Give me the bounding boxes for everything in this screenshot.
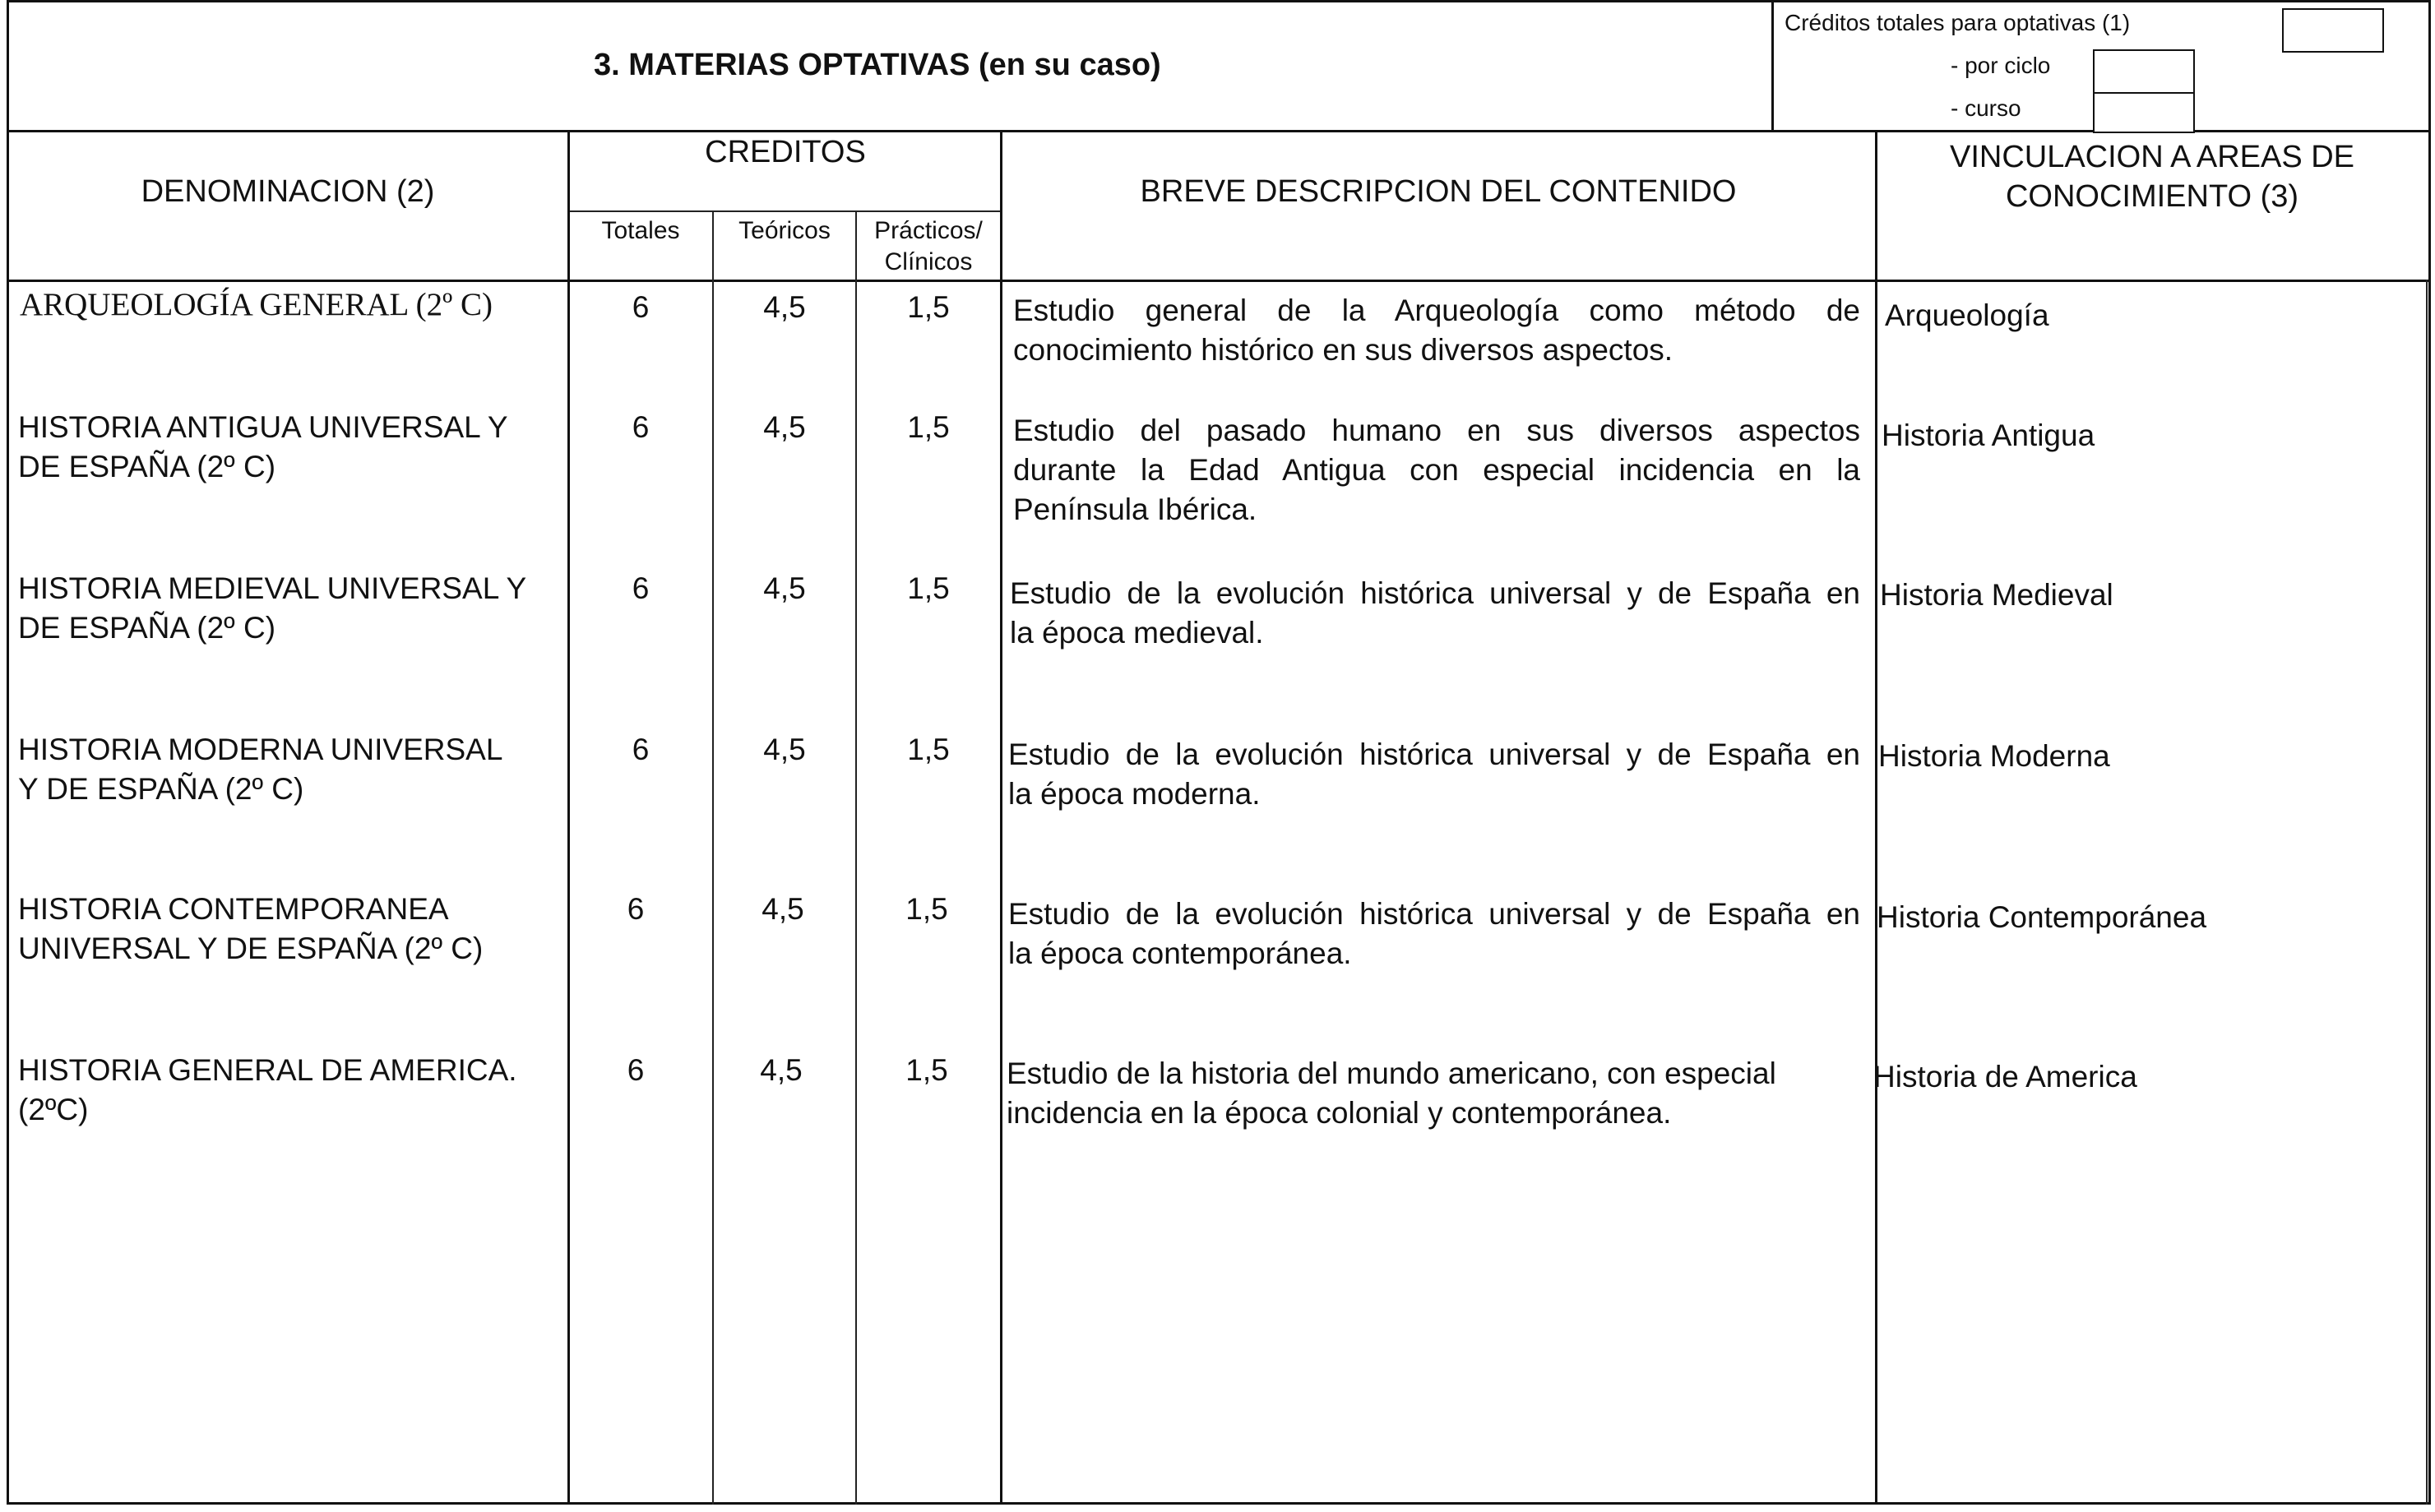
row-desc-line2: la época medieval. [1010, 616, 1264, 650]
row-area: Arqueología [1885, 298, 2049, 332]
row-name: ARQUEOLOGÍA GENERAL (2º C) [20, 287, 493, 322]
per-course-box[interactable] [2093, 92, 2195, 133]
credits-sub-divider [569, 210, 1002, 212]
per-cycle-label: - por ciclo [1951, 53, 2051, 78]
row-desc-line1: Estudio de la historia del mundo americano, con especial [1007, 1057, 1776, 1090]
row-teoricos: 4,5 [763, 290, 806, 324]
credits-panel-divider [1771, 0, 1774, 132]
row-desc-line2: conocimiento histórico en sus diversos aspectos. [1013, 333, 1673, 367]
row-practicos: 1,5 [905, 1053, 948, 1087]
row-area: Historia Contemporánea [1877, 900, 2207, 934]
col-header-vinculacion-1: VINCULACION A AREAS DE [1949, 140, 2355, 174]
row-area: Historia Moderna [1878, 739, 2110, 773]
row-name-line1: HISTORIA MODERNA UNIVERSAL [18, 733, 503, 766]
row-desc-line1: Estudio general de la Arqueología como método de [1013, 294, 1860, 327]
row-totales: 6 [632, 571, 650, 605]
row-name-line2: DE ESPAÑA (2º C) [18, 450, 276, 483]
row-practicos: 1,5 [907, 410, 950, 444]
row-name-line2: (2ºC) [18, 1093, 89, 1126]
per-cycle-box[interactable] [2093, 49, 2195, 94]
row-practicos: 1,5 [905, 892, 948, 926]
row-teoricos: 4,5 [760, 1053, 803, 1087]
row-desc-line1: Estudio de la evolución histórica universal y de España en [1010, 576, 1860, 610]
row-desc-line2: la época contemporánea. [1008, 936, 1352, 970]
col-header-practicos-2: Clínicos [884, 248, 973, 275]
col-header-denominacion: DENOMINACION (2) [141, 174, 435, 209]
col-divider-1 [567, 130, 570, 1505]
row-name-line1: HISTORIA ANTIGUA UNIVERSAL Y [18, 410, 508, 444]
row-teoricos: 4,5 [763, 733, 806, 766]
row-desc-line2: durante la Edad Antigua con especial incidencia en la [1013, 453, 1860, 487]
row-name-line2: DE ESPAÑA (2º C) [18, 611, 276, 645]
col-header-practicos-1: Prácticos/ [874, 217, 983, 244]
row-totales: 6 [627, 892, 645, 926]
row-desc-line1: Estudio del pasado humano en sus diversos aspectos [1013, 414, 1860, 447]
row-name-line1: HISTORIA CONTEMPORANEA [18, 892, 449, 926]
row-practicos: 1,5 [907, 733, 950, 766]
col-divider-5 [1875, 130, 1877, 1505]
row-name-line1: HISTORIA MEDIEVAL UNIVERSAL Y [18, 571, 527, 605]
col-header-totales: Totales [601, 217, 680, 244]
credits-total-box[interactable] [2282, 8, 2384, 53]
row-area: Historia de America [1873, 1060, 2137, 1094]
row-practicos: 1,5 [907, 571, 950, 605]
row-totales: 6 [632, 410, 650, 444]
col-divider-4 [1000, 130, 1002, 1505]
page-title: 3. MATERIAS OPTATIVAS (en su caso) [594, 48, 1161, 82]
row-practicos: 1,5 [907, 290, 950, 324]
row-totales: 6 [632, 290, 650, 324]
row-name-line2: UNIVERSAL Y DE ESPAÑA (2º C) [18, 932, 484, 965]
col-header-descripcion: BREVE DESCRIPCION DEL CONTENIDO [1140, 174, 1737, 209]
per-course-label: - curso [1951, 95, 2021, 121]
row-desc-line1: Estudio de la evolución histórica universal y de España en [1008, 738, 1860, 771]
row-totales: 6 [627, 1053, 645, 1087]
row-desc-line3: Península Ibérica. [1013, 492, 1257, 526]
row-totales: 6 [632, 733, 650, 766]
row-area: Historia Medieval [1880, 578, 2113, 612]
title-band-divider [7, 130, 2431, 132]
row-area: Historia Antigua [1882, 418, 2095, 452]
row-name-line2: Y DE ESPAÑA (2º C) [18, 772, 304, 806]
header-bottom-line [7, 280, 2431, 282]
row-teoricos: 4,5 [763, 571, 806, 605]
row-teoricos: 4,5 [763, 410, 806, 444]
row-desc-line1: Estudio de la evolución histórica universal y de España en [1008, 897, 1860, 931]
col-header-vinculacion-2: CONOCIMIENTO (3) [2005, 179, 2299, 214]
row-teoricos: 4,5 [762, 892, 804, 926]
col-divider-3 [855, 210, 857, 1505]
row-desc-line2: incidencia en la época colonial y contemporánea. [1007, 1096, 1672, 1130]
credits-total-label: Créditos totales para optativas (1) [1785, 10, 2131, 35]
col-header-teoricos: Teóricos [738, 217, 831, 244]
row-name-line1: HISTORIA GENERAL DE AMERICA. [18, 1053, 517, 1087]
col-divider-2 [712, 210, 714, 1505]
row-desc-line2: la época moderna. [1008, 777, 1261, 811]
col-header-creditos: CREDITOS [705, 135, 866, 169]
col-divider-6 [2426, 280, 2428, 1505]
